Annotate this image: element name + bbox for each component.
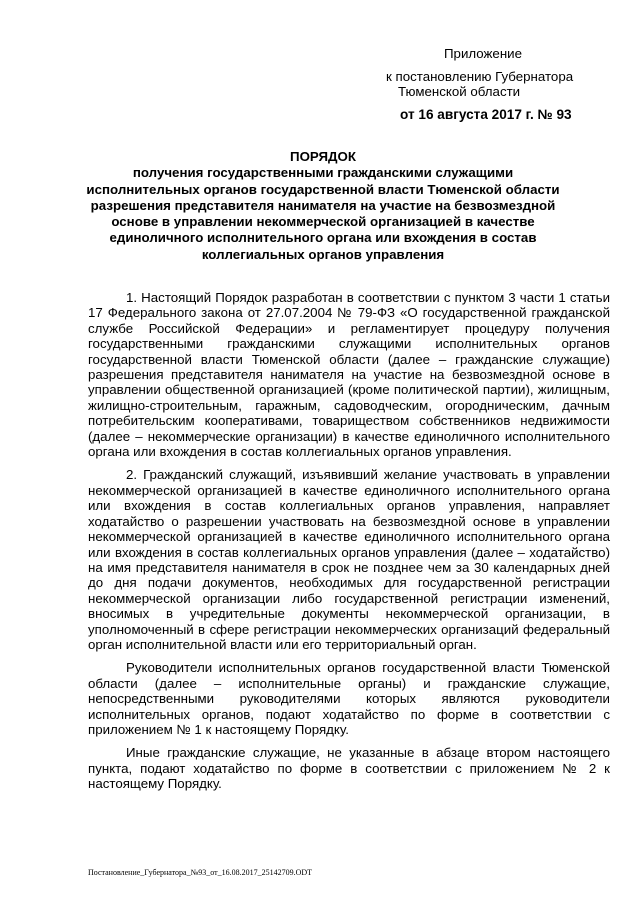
paragraph-1: 1. Настоящий Порядок разработан в соответствии с пунктом 3 части 1 статьи 17 Федерального закона от 27.07.2004 № 79-ФЗ «О государственной гражданской службе Российской Федерации» и регламентирует процедуру получения государственными гражданскими служащими исполнительных органов государственной власти Тюменской области (далее – гражданские служащие) разрешения представителя нанимателя на участие на безвозмездной основе в управлении общественной организацией (кроме политической партии), жилищным, жилищно-строительным, гаражным, садоводческим, огородническим, дачным потребительским кооперативами, товариществом собственников недвижимости (далее – некоммерческие организации) в качестве единоличного исполнительного органа или вхождения в состав коллегиальных органов управления. bbox=[88, 290, 610, 460]
file-footer: Постановление_Губернатора_№93_от_16.08.2017_25142709.ODT bbox=[88, 868, 313, 877]
paragraph-4: Иные гражданские служащие, не указанные в абзаце втором настоящего пункта, подают ходатайство по форме в соответствии с приложением № 2 к настоящему Порядку. bbox=[88, 745, 610, 792]
appendix-block bbox=[360, 46, 620, 122]
document-title bbox=[80, 149, 566, 263]
appendix-line-region: Тюменской области bbox=[398, 84, 521, 99]
appendix-date-number: от 16 августа 2017 г. № 93 bbox=[400, 107, 572, 122]
appendix-label: Приложение bbox=[444, 46, 522, 61]
paragraph-2: 2. Гражданский служащий, изъявивший желание участвовать в управлении некоммерческой организацией в качестве единоличного исполнительного органа или вхождения в состав коллегиальных органов управления, направляет ходатайство о разрешении участвовать на безвозмездной основе в управлении некоммерческой организацией в качестве единоличного исполнительного органа или вхождения в состав коллегиальных органов управления (далее – ходатайство) на имя представителя нанимателя в срок не позднее чем за 30 календарных дней до дня подачи документов, необходимых для государственной регистрации некоммерческой организации либо государственной регистрации изменений, вносимых в учредительные документы некоммерческой организации, в уполномоченный в сфере регистрации некоммерческих организаций федеральный орган исполнительной власти или его территориальный орган. bbox=[88, 467, 610, 652]
title-heading: ПОРЯДОК bbox=[290, 149, 356, 164]
title-subtitle: получения государственными гражданскими служащими исполнительных органов государственной власти Тюменской области разрешения представителя нанимателя на участие на безвозмездной основе в управлении некоммерческой организацией в качестве единоличного исполнительного органа или вхождения в состав коллегиальных органов управления bbox=[86, 165, 560, 262]
appendix-line-decree: к постановлению Губернатора bbox=[386, 69, 574, 84]
document-body bbox=[88, 290, 610, 800]
paragraph-3: Руководители исполнительных органов государственной власти Тюменской области (далее – исполнительные органы) и гражданские служащие, непосредственными руководителями которых являются руководители исполнительных органов, подают ходатайство по форме в соответствии с приложением № 1 к настоящему Порядку. bbox=[88, 660, 610, 737]
